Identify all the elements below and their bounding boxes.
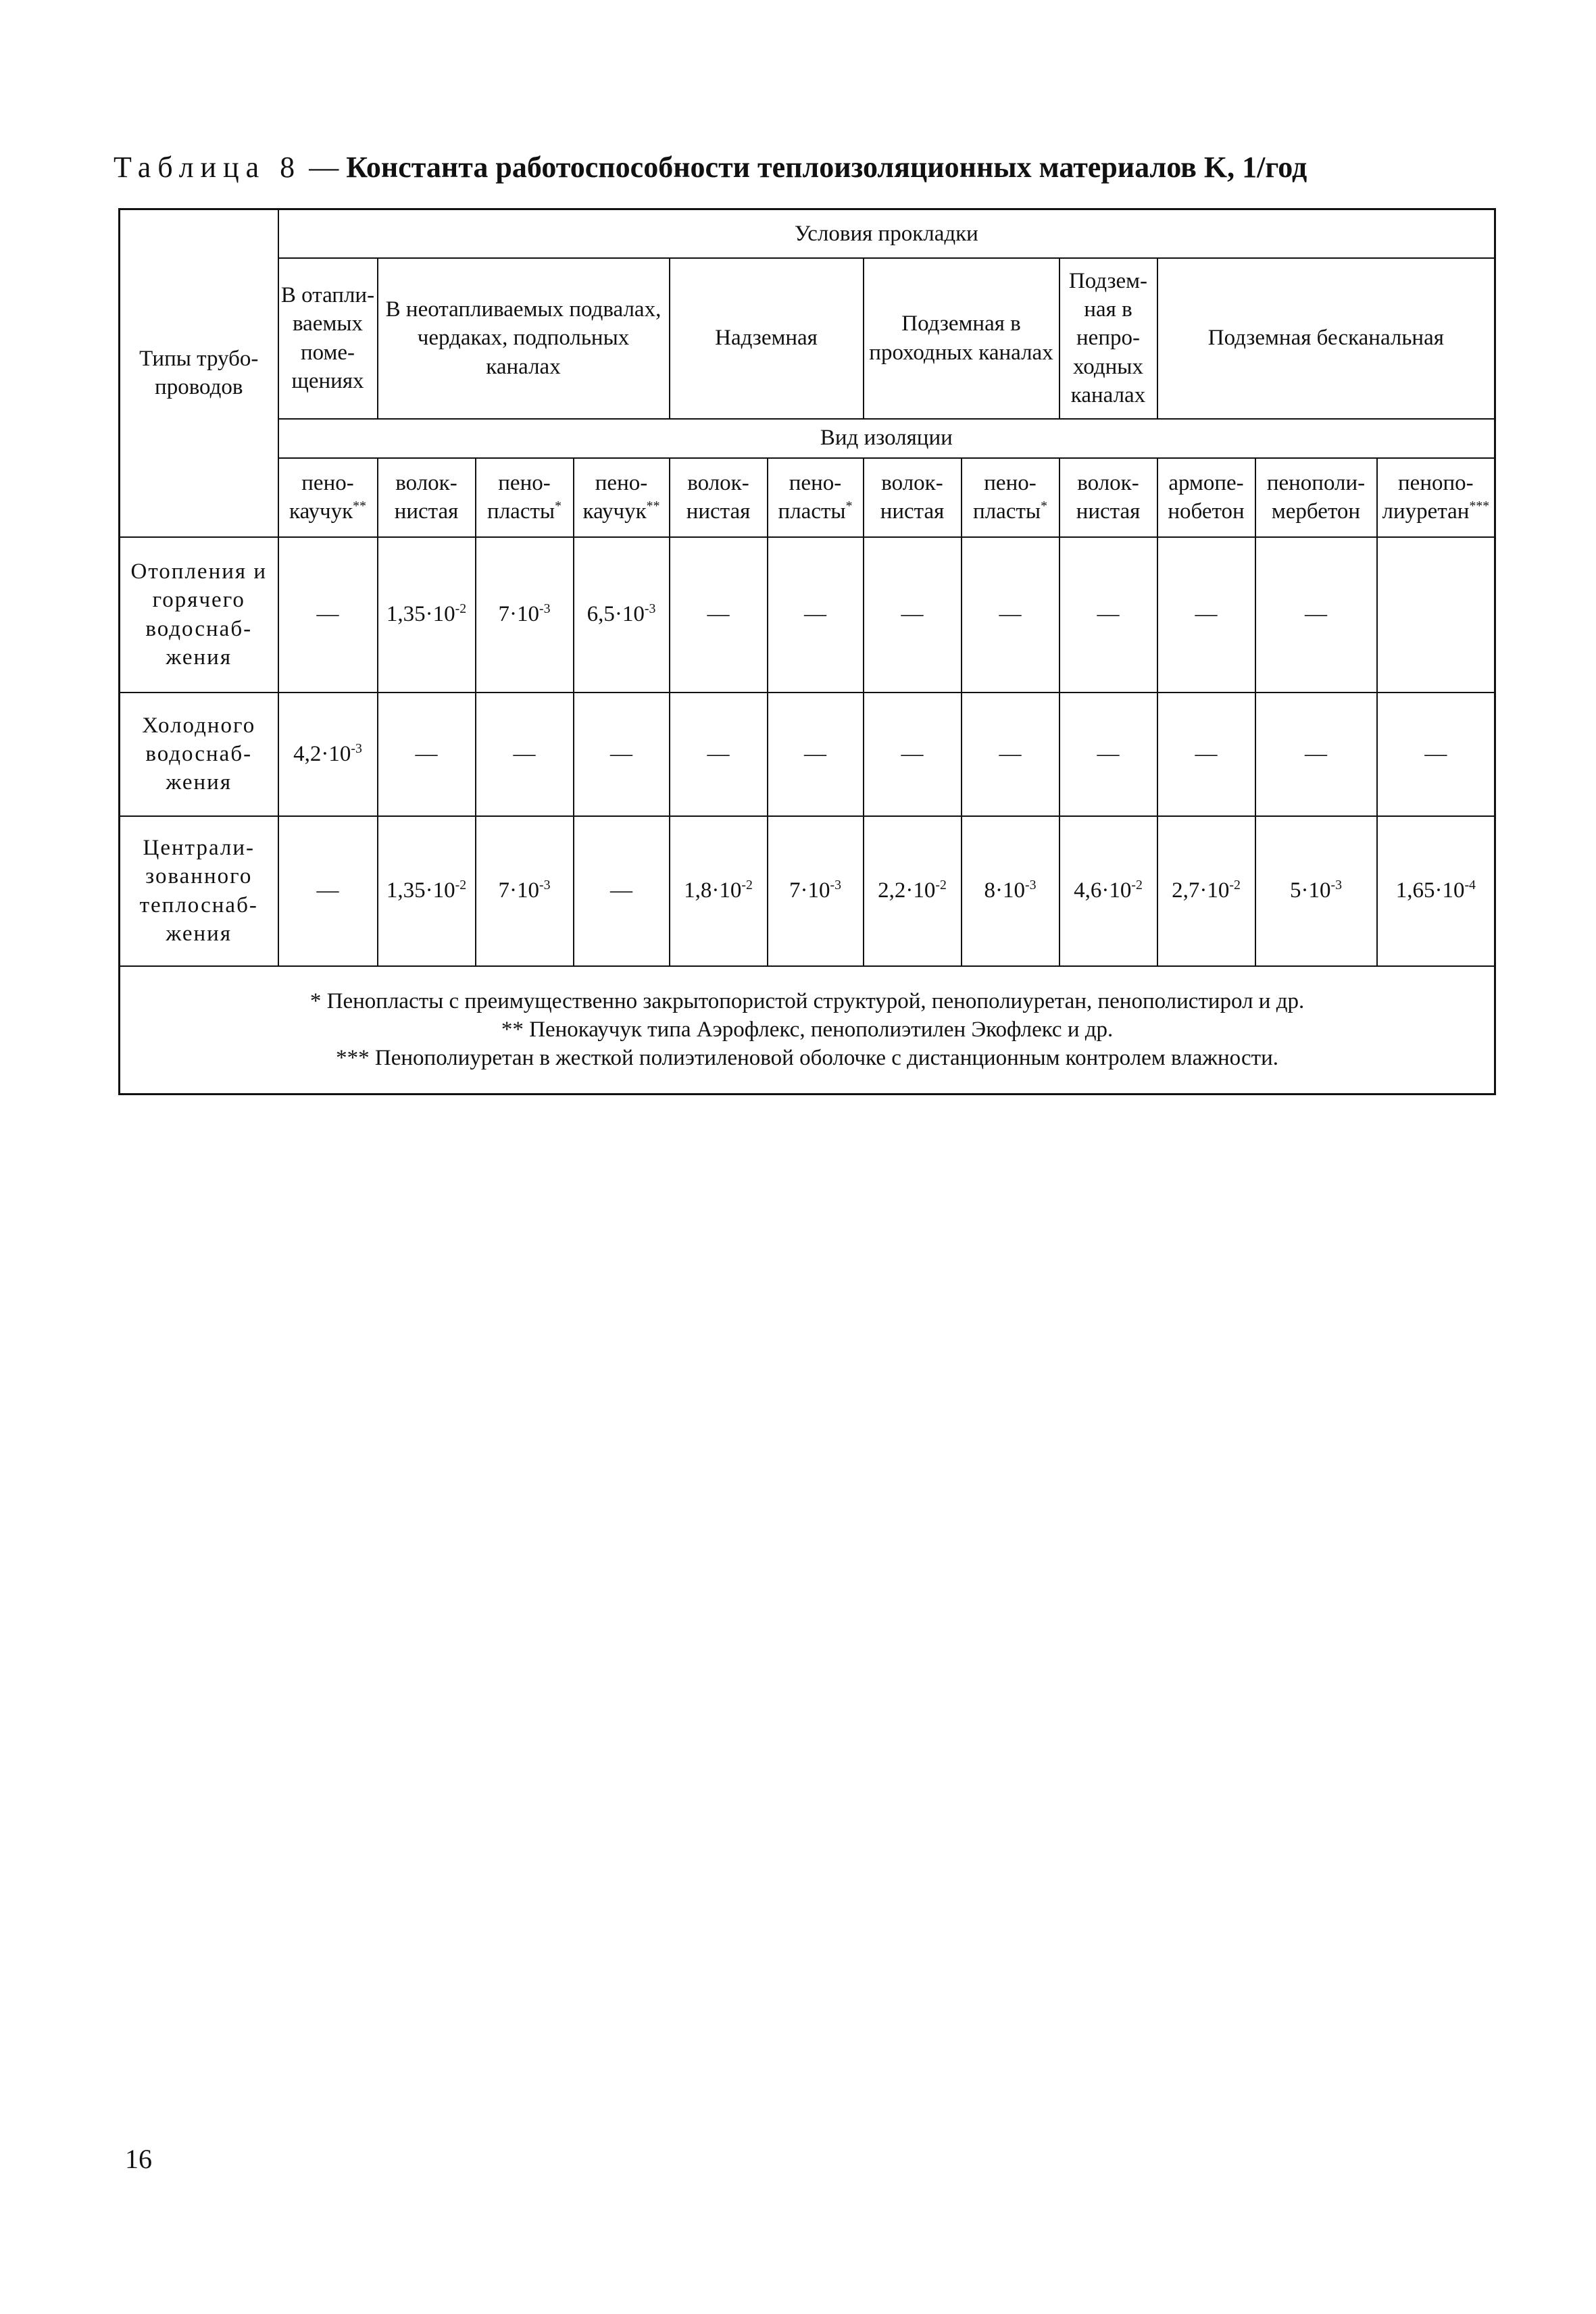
k-value: $7\cdot 10^{-3}$ — [476, 816, 574, 966]
condition-above-ground: Надземная — [670, 258, 864, 419]
insulation-type: пено-каучук** — [574, 458, 670, 537]
row-header-cell: Типы трубо-проводов — [120, 209, 278, 537]
pipeline-type: Холодного водоснаб-жения — [120, 693, 278, 816]
k-value: $1,35\cdot 10^{-2}$ — [378, 537, 476, 693]
k-value: $8\cdot 10^{-3}$ — [962, 816, 1059, 966]
insulation-type: волок-нистая — [864, 458, 962, 537]
k-value: — — [670, 693, 768, 816]
insulation-header: Вид изоляции — [278, 419, 1495, 458]
k-value: — — [1157, 537, 1255, 693]
k-value: $7\cdot 10^{-3}$ — [476, 537, 574, 693]
k-value: — — [1157, 693, 1255, 816]
k-value: $1,65\cdot 10^{-4}$ — [1377, 816, 1495, 966]
insulation-type: волок-нистая — [1059, 458, 1157, 537]
k-value: $4,2\cdot 10^{-3}$ — [278, 693, 378, 816]
k-value: — — [278, 537, 378, 693]
table-row — [120, 537, 1495, 693]
k-value: — — [574, 816, 670, 966]
k-value: — — [574, 693, 670, 816]
k-value: — — [670, 537, 768, 693]
insulation-type: пенопо-лиуретан*** — [1377, 458, 1495, 537]
insulation-type: пено-пласты* — [476, 458, 574, 537]
k-value: $6,5\cdot 10^{-3}$ — [574, 537, 670, 693]
insulation-row — [120, 458, 1495, 537]
table-caption — [114, 150, 1307, 184]
table-footnotes — [120, 966, 1495, 1095]
k-value: $1,8\cdot 10^{-2}$ — [670, 816, 768, 966]
footnote: *** Пенополиуретан в жесткой полиэтиленовой оболочке с дистанционным контролем влажности. — [336, 1046, 1278, 1071]
insulation-type: пено-каучук** — [278, 458, 378, 537]
k-value: $2,7\cdot 10^{-2}$ — [1157, 816, 1255, 966]
k-value — [1377, 537, 1495, 693]
k-value: $7\cdot 10^{-3}$ — [768, 816, 864, 966]
k-value: — — [1059, 693, 1157, 816]
k-value: $5\cdot 10^{-3}$ — [1255, 816, 1377, 966]
k-value: — — [864, 537, 962, 693]
condition-unheated-basements: В неотапливаемых подвалах, чердаках, подпольных каналах — [378, 258, 670, 419]
k-value: — — [1255, 693, 1377, 816]
k-value: — — [768, 537, 864, 693]
footnote: * Пенопласты с преимущественно закрытопористой структурой, пенополиуретан, пенополистирол и др. — [309, 988, 1305, 1013]
insulation-type: волок-нистая — [378, 458, 476, 537]
caption-title: Константа работоспособности теплоизоляционных материалов K, 1/год — [346, 151, 1307, 184]
k-value: — — [378, 693, 476, 816]
k-value: — — [962, 537, 1059, 693]
footnote: ** Пенокаучук типа Аэрофлекс, пенополиэтилен Экофлекс и др. — [501, 1017, 1114, 1042]
pipeline-type: Отопления и горячего водоснаб-жения — [120, 537, 278, 693]
k-value: — — [278, 816, 378, 966]
k-value: — — [1059, 537, 1157, 693]
insulation-type: армопе-нобетон — [1157, 458, 1255, 537]
caption-label: Таблица 8 — [114, 151, 302, 184]
insulation-type: пенополи-мербетон — [1255, 458, 1377, 537]
condition-underground-channelless: Подземная бесканальная — [1157, 258, 1495, 419]
page-number: 16 — [125, 2144, 152, 2174]
caption-dash: — — [301, 151, 347, 184]
table-row — [120, 693, 1495, 816]
insulation-type: пено-пласты* — [768, 458, 864, 537]
k-value: $1,35\cdot 10^{-2}$ — [378, 816, 476, 966]
insulation-type: пено-пласты* — [962, 458, 1059, 537]
k-value: — — [962, 693, 1059, 816]
k-value: — — [864, 693, 962, 816]
condition-underground-non-walkthrough-channels: Подзем-ная в непро-ходных каналах — [1059, 258, 1157, 419]
condition-heated-rooms: В отапли-ваемых поме-щениях — [278, 258, 378, 419]
pipeline-type: Централи-зованного теплоснаб-жения — [120, 816, 278, 966]
k-value: — — [1377, 693, 1495, 816]
k-value: — — [1255, 537, 1377, 693]
condition-underground-walkthrough-channels: Подземная в проходных каналах — [864, 258, 1059, 419]
insulation-type: волок-нистая — [670, 458, 768, 537]
k-value: $4,6\cdot 10^{-2}$ — [1059, 816, 1157, 966]
k-value: — — [768, 693, 864, 816]
k-value: $2,2\cdot 10^{-2}$ — [864, 816, 962, 966]
conditions-header: Условия прокладки — [278, 209, 1495, 258]
table-row — [120, 816, 1495, 966]
k-constant-table — [118, 208, 1496, 1095]
k-value: — — [476, 693, 574, 816]
